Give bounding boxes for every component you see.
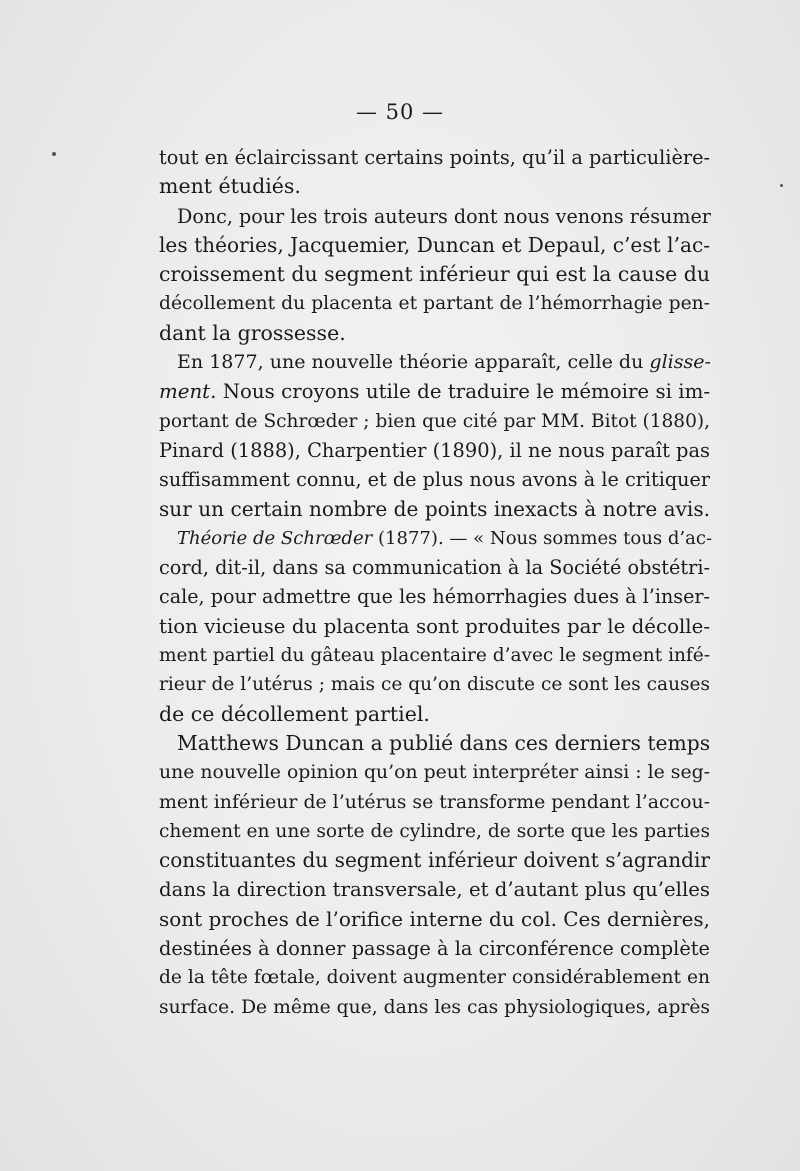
text-line (159, 348, 710, 377)
text-segment: ment étudiés. (159, 174, 301, 199)
text-segment: ment inférieur de l’utérus se transforme pendant l’accou- (159, 790, 710, 813)
text-line (159, 729, 710, 758)
text-segment: dans la direction transversale, et d’autant plus qu’elles (159, 878, 710, 902)
text-segment: Pinard (1888), Charpentier (1890), il ne nous paraît pas (159, 438, 710, 462)
text-segment: de la tête fœtale, doivent augmenter considérablement en (159, 967, 710, 989)
text-segment: (1877). — « Nous sommes tous d’ac- (372, 527, 713, 549)
text-segment: sur un certain nombre de points inexacts à notre avis. (159, 496, 710, 521)
text-segment: dant la grossesse. (159, 320, 346, 345)
text-segment: portant de Schrœder ; bien que cité par MM. Bitot (1880), (159, 410, 710, 432)
text-line (159, 202, 710, 231)
text-line (159, 700, 710, 729)
ink-speck (780, 184, 783, 187)
italic-text: Théorie de Schrœder (177, 527, 373, 549)
text-segment: surface. De même que, dans les cas physiologiques, après (159, 996, 710, 1018)
text-line (159, 377, 710, 406)
text-segment: croissement du segment inférieur qui est la cause du (159, 262, 710, 287)
text-line (159, 846, 710, 875)
text-segment: cale, pour admettre que les hémorrhagies dues à l’inser- (159, 585, 710, 609)
text-line (159, 436, 710, 465)
text-segment: de ce décollement partiel. (159, 701, 430, 726)
text-line (159, 143, 710, 172)
text-line (159, 641, 710, 670)
text-segment: tion vicieuse du placenta sont produites par le décolle- (159, 614, 710, 638)
text-segment: ment partiel du gâteau placentaire d’avec le segment infé- (159, 645, 710, 667)
text-line (159, 934, 710, 963)
text-segment: destinées à donner passage à la circonférence complète (159, 937, 710, 961)
text-line (159, 788, 710, 817)
text-line (159, 758, 710, 787)
text-segment: . Nous croyons utile de traduire le mémoire si im- (210, 380, 710, 404)
text-segment: rieur de l’utérus ; mais ce qu’on discute ce sont les causes (159, 674, 710, 696)
text-line (159, 875, 710, 904)
text-segment: tout en éclaircissant certains points, qu’il a particulière- (159, 146, 710, 169)
text-line (159, 172, 710, 201)
text-segment: une nouvelle opinion qu’on peut interpréter ainsi : le seg- (159, 762, 710, 784)
ink-speck (52, 152, 56, 156)
text-line (159, 817, 710, 846)
text-line (159, 465, 710, 494)
text-segment: les théories, Jacquemier, Duncan et Depaul, c’est l’ac- (159, 232, 710, 257)
italic-text: ment (159, 380, 211, 404)
text-line (159, 963, 710, 992)
text-line (159, 905, 710, 934)
text-segment: En 1877, une nouvelle théorie apparaît, celle du (177, 351, 650, 374)
text-line (159, 231, 710, 260)
text-line (159, 524, 713, 553)
page-number: — 50 — (355, 100, 445, 124)
text-segment: suffisamment connu, et de plus nous avons à le critiquer (159, 468, 710, 492)
text-segment: décollement du placenta et partant de l’hémorrhagie pen- (159, 293, 710, 315)
text-line (159, 553, 710, 582)
text-line (159, 260, 710, 289)
text-line (159, 319, 710, 348)
text-segment: Donc, pour les trois auteurs dont nous venons résumer (177, 204, 711, 228)
text-segment: constituantes du segment inférieur doivent s’agrandir (159, 848, 710, 873)
text-line (159, 582, 710, 611)
text-line (159, 993, 710, 1022)
body-text (159, 143, 713, 1022)
text-line (159, 407, 710, 436)
text-segment: chement en une sorte de cylindre, de sorte que les parties (159, 820, 710, 842)
text-segment: cord, dit-il, dans sa communication à la Société obstétri- (159, 556, 710, 580)
italic-text: glisse- (649, 351, 711, 374)
text-line (159, 289, 710, 318)
text-segment: Matthews Duncan a publié dans ces derniers temps (177, 730, 711, 755)
text-line (159, 670, 710, 699)
text-line (159, 495, 710, 524)
text-line (159, 612, 710, 641)
text-segment: sont proches de l’orifice interne du col. Ces dernières, (159, 906, 710, 931)
